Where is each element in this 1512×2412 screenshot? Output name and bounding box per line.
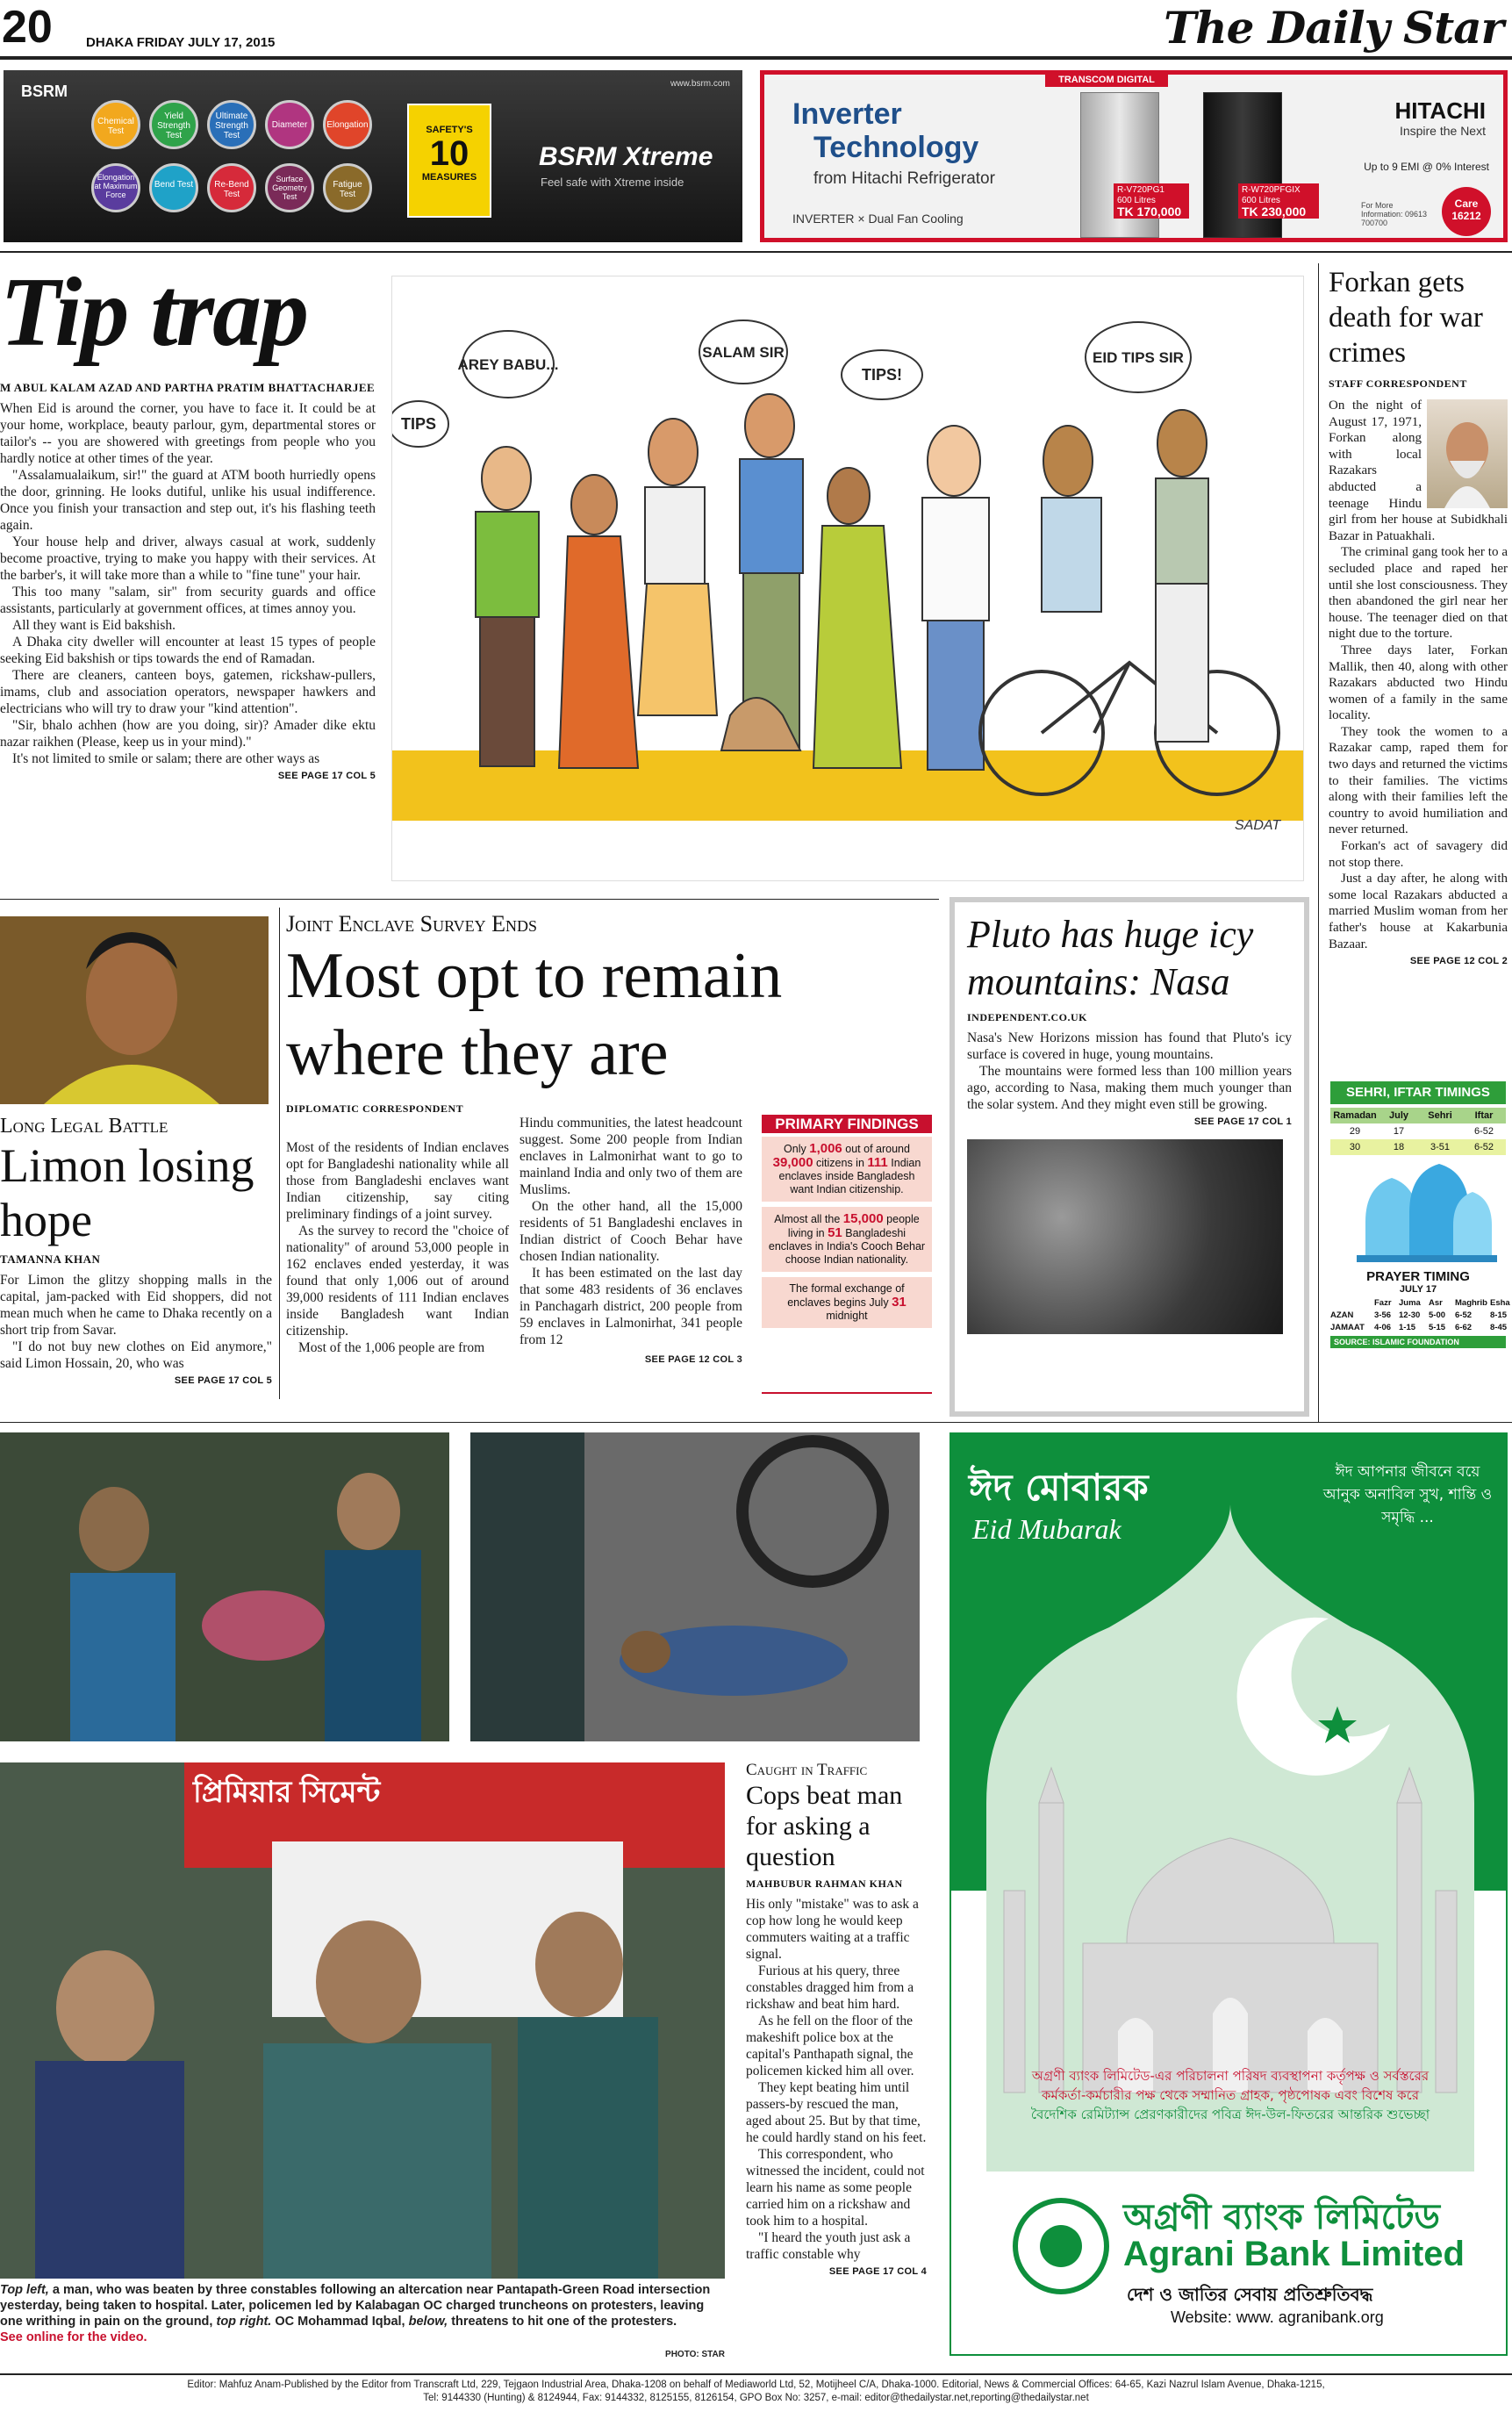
- sehri-cell: 17: [1393, 1126, 1405, 1137]
- hitachi-features: INVERTER × Dual Fan Cooling: [792, 212, 964, 226]
- caption-text: a man, who was beaten by three constables following an altercation near Pantapath-Green Road intersection yesterday, being taken to hospital. Later, policemen led by Kalabagan OC charged truncheons on protesters, leaving one writhing in pain on the ground,: [0, 2283, 711, 2329]
- limon-para: For Limon the glitzy shopping malls in the capital, jam-packed with Eid shoppers, did not mean much when he came to Dhaka recently on a short trip from Savar.: [0, 1273, 272, 1338]
- tip-trap-article: [0, 260, 376, 892]
- dateline: DHAKA FRIDAY JULY 17, 2015: [86, 35, 276, 50]
- column-rule: [279, 908, 280, 1399]
- sehri-table: [1330, 1108, 1506, 1155]
- caption-below: below,: [408, 2315, 448, 2329]
- tip-trap-para: There are cleaners, canteen boys, gatemen, rickshaw-pullers, imams, club and association operators, newspaper hawkers and electricians who will try to draw your "kind attention".: [0, 668, 376, 716]
- enclave-col1: [286, 1139, 509, 1356]
- sehri-cell: 3-51: [1418, 1139, 1462, 1155]
- caption-top-right: top right.: [216, 2315, 272, 2329]
- tip-trap-see-page[interactable]: SEE PAGE 17 COL 5: [277, 771, 376, 781]
- agrani-slogan: দেশ ও জাতির সেবায় প্রতিশ্রুতিবদ্ধ: [1127, 2284, 1373, 2305]
- beaten-man-photo: [0, 1432, 449, 1741]
- prayer-header: Maghrib: [1455, 1298, 1487, 1308]
- test-circle: Elongation at Maximum Force: [91, 163, 140, 212]
- footer-line: Tel: 9144330 (Hunting) & 8124944, Fax: 9144332, 8125155, 8126154, GPO Box No: 3257, e-mail: editor@thedailystar.net,reporting@thedailystar.net: [423, 2393, 1089, 2403]
- paper-name: The Daily Star: [1164, 2, 1503, 54]
- bsrm-product: BSRM Xtreme: [539, 142, 713, 171]
- finding-text: out of around: [845, 1143, 910, 1155]
- footer-rule: [0, 2373, 1512, 2375]
- hitachi-info: For More Information: 09613 700700: [1361, 201, 1428, 227]
- cops-para: This correspondent, who witnessed the incident, could not learn his name as some people carried him on a rickshaw and took him to a hospital.: [746, 2147, 925, 2229]
- street-scene: [470, 1432, 920, 1741]
- pluto-see-page[interactable]: SEE PAGE 17 COL 1: [1193, 1116, 1292, 1127]
- fridge-model-2-tag: [1238, 183, 1319, 219]
- test-circle: Elongation: [323, 100, 372, 149]
- sehri-cell: 29: [1349, 1126, 1361, 1137]
- enclave-para: Most of the residents of Indian enclaves opt for Bangladeshi nationality while all those from Bangladeshi enclaves want Indian citizenship, say citing preliminary findings of a joint survey.: [286, 1140, 509, 1222]
- model1-price: TK 170,000: [1117, 205, 1182, 219]
- test-circle: Bend Test: [149, 163, 198, 212]
- model1-name: R-V720PG1: [1117, 185, 1164, 195]
- model2-size: 600 Litres: [1242, 196, 1280, 205]
- prayer-cell: 6-62: [1455, 1323, 1473, 1332]
- tip-trap-body: [0, 400, 376, 767]
- enclave-para: On the other hand, all the 15,000 residents of 51 Bangladeshi enclaves in Indian district of Cooch Behar have chosen Indian nationality.: [520, 1199, 742, 1264]
- model2-name: R-W720PFGIX: [1242, 185, 1301, 195]
- enclave-para: Most of the 1,006 people are from: [298, 1340, 485, 1355]
- bubble-arey-babu: AREY BABU...: [457, 356, 559, 373]
- prayer-cell: 5-15: [1429, 1323, 1446, 1332]
- forkan-para: On the night of August 17, 1971, Forkan along with local Razakars abducted a teenage Hindu girl from her house at Subidkhali Bazar in Patuakhali.: [1329, 398, 1508, 543]
- hitachi-emi: Up to 9 EMI @ 0% Interest: [1364, 161, 1489, 173]
- tip-trap-para: All they want is Eid bakshish.: [12, 618, 176, 633]
- bubble-tips-2: TIPS!: [861, 366, 903, 384]
- prayer-table: [1330, 1298, 1510, 1332]
- forkan-headline: Forkan gets death for war crimes: [1329, 267, 1483, 369]
- prayer-cell: 8-15: [1490, 1310, 1508, 1320]
- enclave-headline: Most opt to remain where they are: [286, 940, 783, 1089]
- cops-para: Furious at his query, three constables dragged him from a rickshaw and beat him hard.: [746, 1963, 914, 2012]
- prayer-cell: 8-45: [1490, 1323, 1508, 1332]
- agrani-bank-english: Agrani Bank Limited: [1123, 2235, 1465, 2273]
- hitachi-brand: HITACHI: [1394, 97, 1486, 124]
- finding-text: Bangladeshi enclaves in India's Cooch Behar choose Indian nationality.: [768, 1227, 926, 1266]
- page-number: 20: [2, 2, 53, 53]
- fridge-model-1-tag: [1114, 183, 1189, 219]
- enclave-para: Hindu communities, the latest headcount suggest. Some 200 people from Indian enclaves in Lalmonirhat want to go to mainland India and only two of them are Muslims.: [520, 1116, 742, 1197]
- protester-on-ground-photo: [470, 1432, 920, 1741]
- finding-text: The formal exchange of enclaves begins: [787, 1282, 905, 1309]
- cartoon-illustration: [392, 276, 1304, 881]
- bsrm-logo: BSRM: [21, 83, 68, 100]
- prayer-cell: 1-15: [1399, 1323, 1416, 1332]
- finding-text: midnight: [826, 1310, 868, 1322]
- tip-trap-para: This too many "salam, sir" from security guards and office assistants, particularly at government offices, at times annoy you.: [0, 585, 376, 616]
- cement-banner-text: প্রিমিয়ার সিমেন্ট: [193, 1776, 381, 1809]
- prayer-source: SOURCE: ISLAMIC FOUNDATION: [1330, 1336, 1506, 1348]
- portrait-placeholder: [1427, 399, 1508, 508]
- cops-kicker: Caught in Traffic: [746, 1761, 868, 1779]
- finding-1: [762, 1137, 932, 1202]
- cops-para: As he fell on the floor of the makeshift police box at the capital's Panthapath signal, the policemen kicked him all over.: [746, 2014, 914, 2078]
- prayer-cell: 5-00: [1429, 1310, 1446, 1320]
- test-circle: Surface Geometry Test: [265, 163, 314, 212]
- prayer-header: Juma: [1399, 1298, 1421, 1308]
- forkan-photo: [1427, 399, 1508, 508]
- column-rule: [1318, 263, 1319, 1422]
- sehri-header: Iftar: [1462, 1108, 1506, 1123]
- enclave-para: It has been estimated on the last day that some 483 residents of 36 enclaves in Panchagarh district, 200 people from 59 enclaves in Lalmonirhat, 341 people from 12: [520, 1266, 742, 1347]
- forkan-see-page[interactable]: SEE PAGE 12 COL 2: [1409, 956, 1508, 967]
- test-circle: Fatigue Test: [323, 163, 372, 212]
- ad-divider-rule: [0, 251, 1512, 253]
- eid-mubarak-bangla: ঈদ মোবারক: [969, 1466, 1149, 1509]
- finding-number: 111: [867, 1155, 888, 1170]
- sehri-header: Ramadan: [1330, 1108, 1379, 1123]
- eid-greeting: ঈদ আপনার জীবনে বয়ে আনুক অনাবিল সুখ, শান্তি ও সমৃদ্ধি ...: [1322, 1463, 1493, 1526]
- forkan-para: Three days later, Forkan Mallik, then 40, along with other Razakars abducted two Hindu women of a family in the same locality.: [1329, 642, 1508, 723]
- masthead-rule: [0, 56, 1512, 60]
- prayer-cell: 12-30: [1399, 1310, 1421, 1320]
- message-line: বৈদেশিক রেমিট্যান্স প্রেরণকারীদের পবিত্র ঈদ-উল-ফিতরের আন্তরিক শুভেচ্ছা: [1030, 2107, 1430, 2122]
- limon-body: [0, 1272, 272, 1372]
- prayer-header: Esha: [1490, 1298, 1510, 1308]
- cops-para: They kept beating him until passers-by rescued the man, aged about 25. But by that time, he could hardly stand on his feet.: [746, 2080, 927, 2145]
- cops-headline: Cops beat man for asking a question: [746, 1781, 903, 1871]
- badge-line1: SAFETY'S: [426, 125, 473, 135]
- safety-badge: [407, 104, 491, 218]
- portrait-placeholder: [0, 916, 269, 1104]
- cops-para: His only "mistake" was to ask a cop how long he would keep commuters waiting at a traffic signal.: [746, 1897, 919, 1962]
- pluto-headline: Pluto has huge icy mountains: Nasa: [967, 913, 1254, 1003]
- limon-article: [0, 916, 272, 1399]
- cops-see-page[interactable]: SEE PAGE 17 COL 4: [828, 2266, 927, 2277]
- forkan-para: The criminal gang took her to a secluded place and raped her until she lost consciousness. They then abandoned the girl near her house. The teenager died on that night due to the torture.: [1329, 545, 1508, 642]
- pluto-para: Nasa's New Horizons mission has found that Pluto's icy surface is covered in huge, young mountains.: [967, 1030, 1292, 1062]
- limon-photo: [0, 916, 269, 1104]
- transcom-label: TRANSCOM DIGITAL: [1045, 73, 1168, 87]
- test-circle: Chemical Test: [91, 100, 140, 149]
- care-badge: Care 16212: [1442, 187, 1491, 236]
- agrani-logo-icon: [1013, 2198, 1109, 2294]
- finding-text: Almost all the: [774, 1213, 841, 1225]
- finding-number: 31: [892, 1295, 906, 1310]
- tip-trap-cartoon: [391, 276, 1304, 881]
- hitachi-headline1: Inverter: [792, 97, 902, 131]
- badge-number: 10: [429, 134, 469, 173]
- enclave-see-page[interactable]: SEE PAGE 12 COL 3: [644, 1354, 742, 1365]
- finding-text: Indian enclaves inside Bangladesh want Indian citizenship.: [778, 1157, 921, 1195]
- cops-body: [746, 1896, 927, 2263]
- tip-trap-byline: M ABUL KALAM AZAD AND PARTHA PRATIM BHATTACHARJEE: [0, 381, 376, 394]
- limon-byline: TAMANNA KHAN: [0, 1253, 101, 1266]
- prayer-cell: 4-06: [1374, 1323, 1392, 1332]
- prayer-date: JULY 17: [1399, 1284, 1437, 1295]
- sehri-header: Sehri: [1418, 1108, 1462, 1123]
- forkan-para: Forkan's act of savagery did not stop there.: [1329, 839, 1508, 870]
- cops-para: "I heard the youth just ask a traffic constable why: [746, 2230, 911, 2262]
- bsrm-tagline: Feel safe with Xtreme inside: [541, 176, 684, 189]
- hitachi-subhead: from Hitachi Refrigerator: [813, 169, 995, 188]
- limon-headline: Limon losing hope: [0, 1139, 254, 1246]
- mosque-dome-icon: [1330, 1160, 1506, 1266]
- finding-number: 15,000: [842, 1211, 884, 1226]
- cartoon-signature: SADAT: [1235, 818, 1281, 833]
- pluto-para: The mountains were formed less than 100 million years ago, according to Nasa, making them much younger than the solar system. And they might even still be growing.: [967, 1064, 1292, 1112]
- prayer-cell: 3-56: [1374, 1310, 1392, 1320]
- badge-line2: MEASURES: [421, 172, 477, 183]
- caption-text: OC Mohammad Iqbal,: [271, 2315, 409, 2329]
- footer-imprint: [0, 2379, 1512, 2405]
- sehri-cell: [1418, 1123, 1462, 1139]
- tip-trap-para: Your house help and driver, always casual at work, suddenly become proactive, trying to make you happy with their services. At the barber's, it will take more than a while to "fine tune" your hair.: [0, 535, 376, 583]
- sehri-iftar-box: [1330, 1081, 1510, 1415]
- pluto-surface-photo: [967, 1139, 1283, 1334]
- limon-kicker: Long Legal Battle: [0, 1115, 168, 1138]
- section-rule: [0, 1422, 1512, 1423]
- bubble-salam-sir: SALAM SIR: [702, 344, 785, 361]
- caption-text: threatens to hit one of the protesters.: [448, 2315, 677, 2329]
- bubble-eid-tips-sir: EID TIPS SIR: [1093, 349, 1184, 366]
- agrani-bank-ad[interactable]: [949, 1432, 1508, 2356]
- caption-online-link[interactable]: See online for the video.: [0, 2330, 147, 2344]
- hitachi-headline2: Technology: [813, 131, 979, 164]
- prayer-header: Asr: [1429, 1298, 1443, 1308]
- forkan-para: Just a day after, he along with some local Razakars abducted a married Muslim woman from her father's house at Kakarbunia Bazaar.: [1329, 872, 1508, 951]
- enclave-para: As the survey to record the "choice of nationality" of around 53,000 people in 162 enclaves ended yesterday, it was found that only 1,006 out of around 39,000 residents of 111 Indian enclaves inside Bangladesh want Indian citizenship.: [286, 1224, 509, 1339]
- sehri-title: SEHRI, IFTAR TIMINGS: [1330, 1081, 1506, 1104]
- enclave-col2: [520, 1115, 742, 1368]
- masthead: [0, 0, 1512, 63]
- tip-trap-headline: Tip trap: [0, 258, 308, 367]
- primary-findings-box: [762, 1115, 932, 1394]
- bsrm-test-circles: [91, 100, 390, 232]
- finding-text: Only: [784, 1143, 806, 1155]
- model2-price: TK 230,000: [1242, 205, 1307, 219]
- bsrm-url: www.bsrm.com: [670, 79, 730, 89]
- sehri-cell: 6-52: [1462, 1139, 1506, 1155]
- sehri-header: July: [1379, 1108, 1418, 1123]
- finding-number: 51: [828, 1225, 842, 1240]
- pluto-article: [949, 897, 1309, 1417]
- finding-text: July: [869, 1296, 889, 1309]
- limon-see-page[interactable]: SEE PAGE 17 COL 5: [174, 1375, 272, 1386]
- section-rule: [0, 899, 939, 900]
- photo-caption: [0, 2282, 727, 2359]
- model1-size: 600 Litres: [1117, 196, 1156, 205]
- photo-credit: PHOTO: STAR: [665, 2350, 725, 2359]
- finding-text: citizens in: [816, 1157, 864, 1169]
- prayer-title: PRAYER TIMING: [1366, 1269, 1470, 1284]
- cartoon-figure: [476, 394, 1279, 794]
- tip-trap-para: "Assalamualaikum, sir!" the guard at ATM booth hurriedly opens the door, grinning. He looks dutiful, unlike his usual indifference. Once you finish your transaction and step out, it's his flashing teeth again.: [0, 468, 376, 533]
- prayer-cell: 6-52: [1455, 1310, 1473, 1320]
- sehri-cell: 6-52: [1473, 1126, 1494, 1137]
- agrani-bank-bangla: অগ্রণী ব্যাংক লিমিটেড: [1123, 2197, 1440, 2237]
- hitachi-brand-tagline: Inspire the Next: [1399, 124, 1486, 138]
- prayer-cell: JAMAAT: [1330, 1323, 1365, 1332]
- bsrm-ad[interactable]: [4, 70, 742, 242]
- pluto-body: [967, 1030, 1292, 1113]
- agrani-website[interactable]: Website: www. agranibank.org: [1171, 2308, 1384, 2326]
- footer-line: Editor: Mahfuz Anam-Published by the Editor from Transcraft Ltd, 229, Tejgaon Industrial Area, Dhaka-1208 on behalf of Mediaworld Ltd, 52, Motijheel C/A, Dhaka-1000. Editorial, News & Commercial Offices: 64-65, Kazi Nazrul Islam Avenue, Dhaka-1215,: [187, 2380, 1325, 2390]
- prayer-header: Fazr: [1374, 1298, 1392, 1308]
- sehri-cell: 30: [1330, 1139, 1379, 1155]
- tip-trap-para: "Sir, bhalo achhen (how are you doing, sir)? Amader dike ektu nazar raikhen (Please, keep us in your mind).": [0, 718, 376, 750]
- crowd-scene: [0, 1432, 449, 1741]
- hitachi-ad[interactable]: [760, 70, 1508, 242]
- forkan-article: [1329, 265, 1508, 1081]
- forkan-byline: STAFF CORRESPONDENT: [1329, 377, 1467, 390]
- finding-number: 39,000: [772, 1155, 813, 1170]
- findings-title: PRIMARY FINDINGS: [762, 1115, 932, 1133]
- bubble-tips-1: TIPS: [400, 415, 437, 433]
- test-circle: Ultimate Strength Test: [207, 100, 256, 149]
- cops-article: [746, 1761, 927, 2366]
- test-circle: Yield Strength Test: [149, 100, 198, 149]
- test-circle: Diameter: [265, 100, 314, 149]
- message-line: কর্মকর্তা-কর্মচারীর পক্ষ থেকে সম্মানিত গ্রাহক, পৃষ্ঠপোষক এবং বিশেষ করে: [1042, 2087, 1419, 2103]
- tip-trap-para: A Dhaka city dweller will encounter at least 15 types of people seeking Eid bakshish or tips towards the end of Ramadan.: [0, 635, 376, 666]
- tip-trap-para: It's not limited to smile or salam; there are other ways as: [12, 751, 320, 766]
- cops-byline: MAHBUBUR RAHMAN KHAN: [746, 1877, 903, 1890]
- finding-3: [762, 1277, 932, 1328]
- enclave-byline: DIPLOMATIC CORRESPONDENT: [286, 1102, 464, 1115]
- forkan-para: They took the women to a Razakar camp, raped them for two days and returned the victims to their families. The victims along with their families left the country to avoid humiliation and never returned.: [1329, 724, 1508, 837]
- sehri-cell: 18: [1379, 1139, 1418, 1155]
- prayer-cell: AZAN: [1330, 1310, 1354, 1320]
- oc-iqbal-photo: [0, 1762, 725, 2279]
- prayer-header: [1330, 1298, 1374, 1308]
- police-scene: [0, 1762, 725, 2279]
- enclave-article: [286, 911, 935, 1403]
- tip-trap-para: When Eid is around the corner, you have to face it. It could be at your home, workplace, beauty parlour, gym, departmental stores or tailor's -- you are showered with greetings from people who you hardly notice at other times of the year.: [0, 401, 376, 466]
- finding-text: people living in: [787, 1213, 920, 1239]
- enclave-kicker: Joint Enclave Survey Ends: [286, 911, 538, 937]
- finding-number: 1,006: [809, 1141, 842, 1156]
- eid-mubarak-english: Eid Mubarak: [972, 1513, 1121, 1545]
- agrani-message: [960, 2066, 1501, 2124]
- test-circle: Re-Bend Test: [207, 163, 256, 212]
- pluto-byline: INDEPENDENT.CO.UK: [967, 1011, 1087, 1023]
- caption-lead: Top left,: [0, 2283, 49, 2297]
- finding-2: [762, 1207, 932, 1272]
- message-line: অগ্রণী ব্যাংক লিমিটেড-এর পরিচালনা পরিষদ ব্যবস্থাপনা কর্তৃপক্ষ ও সর্বস্তরের: [1031, 2068, 1430, 2084]
- limon-para: "I do not buy new clothes on Eid anymore," said Limon Hossain, 20, who was: [0, 1339, 272, 1371]
